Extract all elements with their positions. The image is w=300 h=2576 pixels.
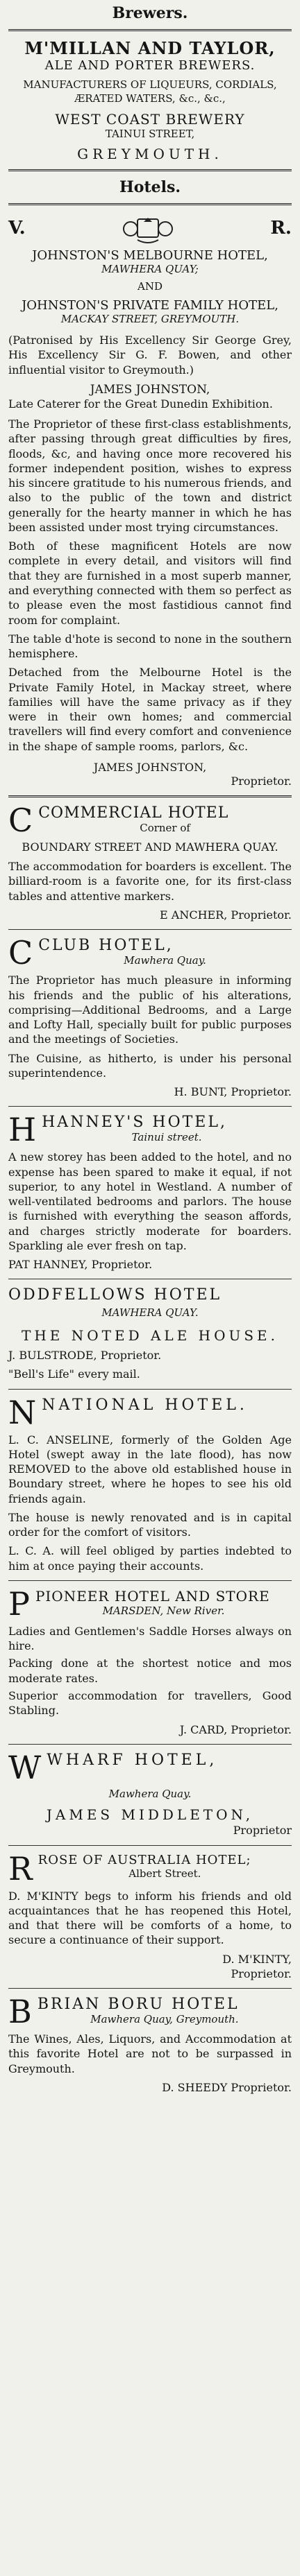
section-rule <box>8 169 292 171</box>
section-brewers: Brewers. <box>112 4 188 22</box>
ad-subtitle: MAWHERA QUAY. <box>101 1306 199 1320</box>
ad-and: AND <box>138 280 162 293</box>
ad-role: Proprietor. <box>231 774 292 788</box>
ad-subtitle: MAWHERA QUAY; <box>101 262 199 275</box>
ad-paragraph: The Wines, Ales, Liquors, and Accommodation at this favorite Hotel are not to be surpassed in Greymouth. <box>8 2032 292 2075</box>
vr-left: V. <box>8 217 26 239</box>
ad-line: THE NOTED ALE HOUSE. <box>22 1326 278 1344</box>
ad-paragraph: Ladies and Gentlemen's Saddle Horses always on hire. <box>8 1624 292 1653</box>
ad-paragraph: The Cuisine, as hitherto, is under his personal superintendence. <box>8 1051 292 1080</box>
ad-signature: JAMES JOHNSTON, <box>93 760 207 774</box>
ad-paragraph: A new storey has been added to the hotel, and no expense has been spared to make it equal, if not superior, to any hotel in Westland. A number of well-ventilated bedrooms and parlors. The house is furnished with everything the season affords, and charges strictly moderate for boarders. Sparkling ale ever fresh on tap. <box>8 1150 292 1252</box>
ad-signature: D. SHEEDY Proprietor. <box>162 2080 292 2094</box>
section-rule <box>8 203 292 205</box>
ad-role: Proprietor. <box>231 1966 292 1980</box>
ad-title: ODDFELLOWS HOTEL <box>8 1286 222 1304</box>
vr-right: R. <box>270 217 292 239</box>
ad-line: J. BULSTRODE, Proprietor. <box>8 1348 162 1362</box>
dropcap: H <box>8 1111 37 1149</box>
ad-paragraph: Both of these magnificent Hotels are now complete in every detail, and visitors will find that they are furnished in a most superb manner, and everything connected with them so perfect as to please even the most fastidious cannot find room for complaint. <box>8 539 292 627</box>
dropcap: W <box>8 1748 42 1786</box>
ad-title: M'MILLAN AND TAYLOR, <box>24 38 276 58</box>
ad-subtitle: Mawhera Quay. <box>124 954 206 967</box>
ad-brian <box>8 1993 292 2095</box>
ad-subtitle: Tainui street. <box>131 1131 202 1144</box>
ad-paragraph: Packing done at the shortest notice and mos moderate rates. <box>8 1657 292 1685</box>
ad-text: (Patronised by His Excellency Sir George Grey, His Excellency Sir G. F. Bowen, and other influential visitor to Greymouth.) <box>8 334 292 377</box>
ad-subtitle: Corner of <box>140 822 190 835</box>
ad-line: ALE AND PORTER BREWERS. <box>44 58 256 73</box>
divider <box>8 1744 292 1745</box>
ad-club <box>8 934 292 1099</box>
ad-wharf <box>8 1748 292 1838</box>
dropcap: P <box>8 1584 30 1623</box>
ad-signature: PAT HANNEY, Proprietor. <box>8 1258 153 1272</box>
newspaper-column <box>0 4 300 2576</box>
dropcap: N <box>8 1393 37 1431</box>
ad-title: WHARF HOTEL, <box>47 1751 218 1769</box>
ad-subtitle: MACKAY STREET, GREYMOUTH. <box>60 312 240 325</box>
ad-title: BRIAN BORU HOTEL <box>37 1996 240 2014</box>
ad-paragraph: D. M'KINTY begs to inform his friends and old acquaintances that he has reopened this Hotel, and that there will be comforts of a home, to secure a continuance of their support. <box>8 1889 292 1947</box>
royal-crest-icon <box>117 212 179 244</box>
ad-name: JAMES MIDDLETON, <box>46 1806 254 1824</box>
ad-paragraph: The house is newly renovated and is in capital order for the comfort of visitors. <box>8 1510 292 1539</box>
dropcap: R <box>8 1849 33 1887</box>
ad-address: BOUNDARY STREET AND MAWHERA QUAY. <box>22 840 278 854</box>
ad-name: JAMES JOHNSTON, <box>90 382 210 397</box>
ad-title: JOHNSTON'S MELBOURNE HOTEL, <box>32 248 268 263</box>
ad-paragraph: L. C. A. will feel obliged by parties indebted to him at once paying their accounts. <box>8 1544 292 1573</box>
ad-line: "Bell's Life" every mail. <box>8 1367 140 1381</box>
ad-oddfellows <box>8 1286 292 1381</box>
ad-signature: E ANCHER, Proprietor. <box>160 908 292 922</box>
section-rule <box>8 795 292 797</box>
ad-subtitle: Mawhera Quay. <box>108 1787 192 1800</box>
ad-paragraph: Superior accommodation for travellers, Good Stabling. <box>8 1688 292 1718</box>
ad-signature: J. CARD, Proprietor. <box>179 1722 292 1736</box>
ad-mmillan <box>8 38 292 162</box>
ad-subtitle: Albert Street. <box>128 1867 201 1880</box>
ad-paragraph: The table d'hote is second to none in the southern hemisphere. <box>8 632 292 661</box>
ad-paragraph: The Proprietor has much pleasure in informing his friends and the public of his alterations, comprising—Additional Bedrooms, and a Large and Lofty Hall, specially built for public purposes and the meetings of Societies. <box>8 974 292 1046</box>
ad-title: HANNEY'S HOTEL, <box>42 1114 227 1132</box>
ad-subtitle: MARSDEN, New River. <box>102 1604 225 1617</box>
ad-line: GREYMOUTH. <box>77 145 223 162</box>
ad-national <box>8 1393 292 1573</box>
ad-commercial <box>8 804 292 922</box>
section-rule <box>8 29 292 31</box>
ad-text: Late Caterer for the Great Dunedin Exhibition. <box>8 397 273 410</box>
ad-paragraph: L. C. ANSELINE, formerly of the Golden Age Hotel (swept away in the late flood), has now REMOVED to the above old established house in Boundary street, where he hopes to see his old friends again. <box>8 1433 292 1505</box>
ad-title: JOHNSTON'S PRIVATE FAMILY HOTEL, <box>22 297 278 313</box>
ad-signature: H. BUNT, Proprietor. <box>174 1085 292 1099</box>
ad-line: TAINUI STREET, <box>105 128 195 140</box>
vr-crest-row <box>8 212 292 244</box>
divider <box>8 1106 292 1107</box>
divider <box>8 929 292 930</box>
ad-title: CLUB HOTEL, <box>38 937 174 955</box>
divider <box>8 1845 292 1846</box>
ad-line: ÆRATED WATERS, &c., &c., <box>74 92 226 105</box>
ad-rose <box>8 1849 292 1982</box>
ad-hanney <box>8 1111 292 1272</box>
ad-paragraph: Detached from the Melbourne Hotel is the Private Family Hotel, in Mackay street, where families will have the same privacy as if they were in their own homes; and commercial travellers will find every comfort and convenience in the shape of sample rooms, parlors, &c. <box>8 666 292 753</box>
dropcap: C <box>8 802 33 840</box>
divider <box>8 1580 292 1581</box>
ad-line: WEST COAST BREWERY <box>55 111 245 128</box>
ad-pioneer <box>8 1584 292 1737</box>
ad-paragraph: The Proprietor of these first-class establishments, after passing through great difficulties by fires, floods, &c, and having once more recovered his former independent position, wishes to express his sincere gratitude to his numerous friends, and also to the public of the town and district generally for the hearty manner in which he has been assisted under most trying circumstances. <box>8 417 292 534</box>
divider <box>8 1389 292 1390</box>
ad-signature: D. M'KINTY, <box>222 1952 292 1966</box>
ad-line: MANUFACTURERS OF LIQUEURS, CORDIALS, <box>23 78 277 91</box>
ad-title: PIONEER HOTEL AND STORE <box>35 1587 270 1605</box>
dropcap: B <box>8 1993 32 2031</box>
dropcap: C <box>8 934 33 972</box>
ad-title: ROSE OF AUSTRALIA HOTEL; <box>38 1852 251 1867</box>
ad-title: NATIONAL HOTEL. <box>42 1396 248 1414</box>
divider <box>8 1988 292 1989</box>
ad-role: Proprietor <box>233 1824 292 1838</box>
section-hotels: Hotels. <box>119 178 181 196</box>
ad-johnstons <box>8 212 292 789</box>
ad-subtitle: Mawhera Quay, Greymouth. <box>90 2013 239 2026</box>
ad-paragraph: The accommodation for boarders is excellent. The billiard-room is a favorite one, for its first-class tables and attentive markers. <box>8 860 292 903</box>
ad-title: COMMERCIAL HOTEL <box>38 804 229 822</box>
